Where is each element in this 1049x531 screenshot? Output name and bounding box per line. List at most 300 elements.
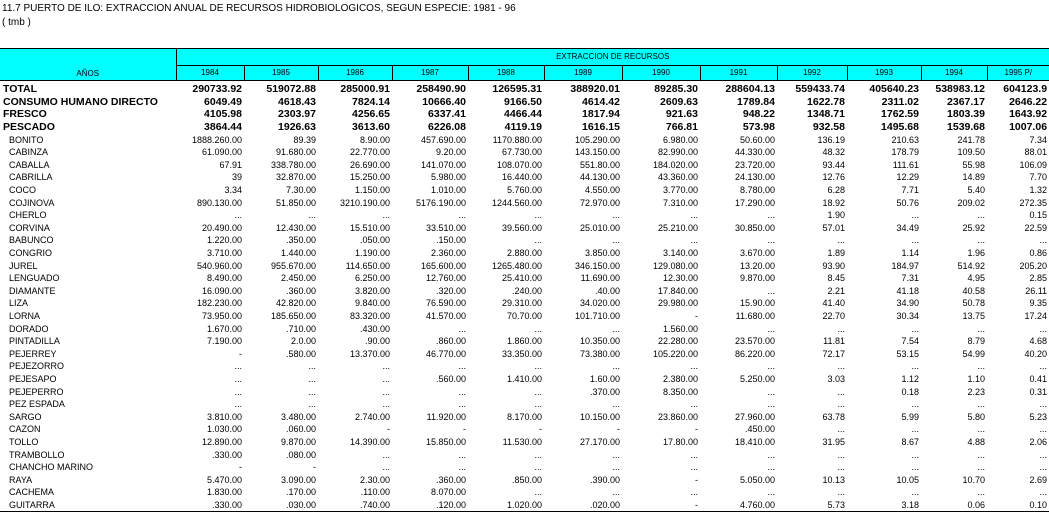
- table-cell: 7.54: [901, 336, 919, 347]
- table-cell: 30.34: [896, 310, 919, 321]
- table-cell: ...: [234, 373, 242, 384]
- table-cell: 3864.44: [204, 121, 242, 134]
- table-cell: 15.850.00: [425, 436, 466, 447]
- table-cell: ...: [767, 361, 775, 372]
- table-cell: 604123.9: [1003, 83, 1048, 96]
- table-cell: ...: [690, 210, 698, 221]
- table-cell: ...: [534, 462, 542, 473]
- table-cell: ...: [690, 487, 698, 498]
- table-cell: 89.39: [293, 134, 316, 145]
- table-row: [0, 373, 1049, 386]
- table-cell: 18.410.00: [734, 436, 775, 447]
- table-cell: ...: [458, 386, 466, 397]
- row-label: LENGUADO: [9, 273, 60, 284]
- table-cell: 8.90.00: [359, 134, 390, 145]
- table-cell: 5.760.00: [506, 185, 542, 196]
- table-cell: .360.00: [285, 285, 316, 296]
- table-row: [0, 133, 1049, 146]
- table-cell: 4256.65: [352, 108, 390, 121]
- table-cell: 44.330.00: [734, 147, 775, 158]
- table-cell: 290733.92: [192, 83, 242, 96]
- table-cell: 4.68: [1029, 336, 1048, 347]
- table-row: [0, 499, 1049, 512]
- table-cell: ...: [1039, 235, 1048, 246]
- table-cell: 72.970.00: [579, 197, 620, 208]
- row-label: CONSUMO HUMANO DIRECTO: [3, 95, 158, 108]
- table-cell: 18.92: [822, 197, 845, 208]
- row-label: DIAMANTE: [9, 285, 56, 296]
- table-cell: ...: [837, 424, 845, 435]
- table-cell: 141.070.00: [420, 159, 466, 170]
- table-row: [0, 285, 1049, 298]
- table-cell: ...: [534, 487, 542, 498]
- table-cell: 10.150.00: [579, 411, 620, 422]
- table-cell: 41.18: [896, 285, 919, 296]
- row-label: PINTADILLA: [9, 336, 60, 347]
- table-cell: 7.34: [1029, 134, 1048, 145]
- table-cell: ...: [767, 449, 775, 460]
- table-cell: 15.510.00: [349, 222, 390, 233]
- row-label: DORADO: [9, 323, 49, 334]
- table-cell: 10.350.00: [579, 336, 620, 347]
- table-cell: ...: [308, 399, 316, 410]
- table-cell: 22.59: [1024, 222, 1048, 233]
- table-cell: 1.670.00: [206, 323, 242, 334]
- table-cell: ...: [458, 399, 466, 410]
- table-cell: 2367.17: [947, 95, 985, 108]
- table-cell: 346.150.00: [574, 260, 620, 271]
- row-label: BONITO: [9, 134, 44, 145]
- table-cell: 2.23: [967, 386, 985, 397]
- table-cell: 182.230.00: [196, 298, 242, 309]
- table-cell: 15.250.00: [349, 172, 390, 183]
- year-header: 1984: [176, 65, 244, 80]
- row-label: LIZA: [9, 298, 29, 309]
- table-cell: 241.78: [957, 134, 985, 145]
- table-cell: ...: [382, 210, 390, 221]
- table-cell: 10.70: [962, 474, 985, 485]
- table-row: [0, 322, 1049, 335]
- table-cell: 13.370.00: [349, 348, 390, 359]
- table-cell: ...: [382, 449, 390, 460]
- summary-row: [0, 81, 1049, 96]
- table-cell: 338.780.00: [270, 159, 316, 170]
- table-cell: 1495.68: [881, 121, 919, 134]
- table-cell: 3.34: [224, 185, 242, 196]
- table-cell: ...: [690, 449, 698, 460]
- row-label: PEJESAPO: [9, 373, 57, 384]
- table-cell: ...: [911, 462, 919, 473]
- table-cell: 5.23: [1029, 411, 1048, 422]
- table-cell: ...: [382, 386, 390, 397]
- table-cell: 88.01: [1024, 147, 1048, 158]
- table-cell: 551.80.00: [579, 159, 620, 170]
- table-cell: 11.530.00: [502, 436, 542, 447]
- table-cell: 3.770.00: [662, 185, 698, 196]
- table-cell: 53.15: [896, 348, 919, 359]
- table-cell: ...: [837, 462, 845, 473]
- row-label: PEJEZORRO: [9, 361, 65, 372]
- table-row: [0, 297, 1049, 310]
- table-cell: ...: [837, 361, 845, 372]
- table-cell: 1.150.00: [354, 185, 390, 196]
- table-cell: .740.00: [318, 499, 392, 512]
- table-cell: ...: [690, 361, 698, 372]
- table-cell: 5176.190.00: [415, 197, 466, 208]
- table-cell: 1817.94: [582, 108, 620, 121]
- table-cell: 0.41: [1029, 373, 1048, 384]
- table-cell: 12.76: [822, 172, 845, 183]
- table-cell: 27.170.00: [579, 436, 620, 447]
- extraction-table: [0, 48, 1049, 512]
- table-row: [0, 222, 1049, 235]
- table-cell: 25.410.00: [501, 273, 542, 284]
- table-cell: 3613.60: [352, 121, 390, 134]
- table-cell: 11.680.00: [735, 310, 775, 321]
- table-cell: 46.770.00: [425, 348, 466, 359]
- table-cell: 63.78: [822, 411, 845, 422]
- table-cell: 0.31: [1029, 386, 1048, 397]
- table-cell: .240.00: [511, 285, 542, 296]
- table-cell: 1.020.00: [468, 499, 544, 512]
- table-cell: 0.15: [1029, 210, 1048, 221]
- table-cell: 3.820.00: [354, 285, 390, 296]
- table-cell: ...: [382, 462, 390, 473]
- table-cell: 50.78: [962, 298, 985, 309]
- table-cell: 34.020.00: [579, 298, 620, 309]
- table-cell: -: [695, 474, 698, 485]
- table-cell: -: [622, 499, 700, 512]
- table-cell: 1789.84: [737, 95, 775, 108]
- table-cell: 93.90: [822, 260, 845, 271]
- table-cell: 766.81: [665, 121, 698, 134]
- table-cell: 1.96: [967, 248, 985, 259]
- table-cell: 39.560.00: [501, 222, 542, 233]
- table-cell: .40.00: [594, 285, 620, 296]
- table-cell: -: [695, 424, 698, 435]
- year-header: 1990: [622, 65, 700, 80]
- table-cell: 25.210.00: [657, 222, 698, 233]
- row-label: CHERLO: [9, 210, 47, 221]
- table-cell: 1762.59: [881, 108, 919, 121]
- table-row: [0, 247, 1049, 260]
- table-cell: 3.670.00: [739, 248, 775, 259]
- table-cell: 955.670.00: [270, 260, 316, 271]
- year-header: 1991: [700, 65, 777, 80]
- table-cell: 22.70: [822, 310, 845, 321]
- table-cell: 205.20: [1019, 260, 1048, 271]
- table-cell: 165.600.00: [420, 260, 466, 271]
- table-cell: 388920.01: [570, 83, 620, 96]
- year-header: 1992: [777, 65, 847, 80]
- table-cell: 8.070.00: [430, 487, 466, 498]
- table-cell: ...: [458, 210, 466, 221]
- table-cell: 1.830.00: [206, 487, 242, 498]
- table-cell: 1007.06: [1009, 121, 1048, 134]
- table-cell: 23.570.00: [734, 336, 775, 347]
- table-cell: 54.99: [962, 348, 985, 359]
- table-cell: 129.080.00: [652, 260, 698, 271]
- table-cell: 10.13: [822, 474, 845, 485]
- table-cell: 43.360.00: [657, 172, 698, 183]
- table-cell: 40.20: [1024, 348, 1048, 359]
- table-row: [0, 272, 1049, 285]
- table-cell: .360.00: [435, 474, 466, 485]
- table-cell: ...: [767, 235, 775, 246]
- table-cell: 109.50: [957, 147, 985, 158]
- table-cell: ...: [458, 462, 466, 473]
- year-header: 1988: [468, 65, 544, 80]
- table-cell: -: [239, 348, 242, 359]
- year-header: 1993: [847, 65, 921, 80]
- row-label: CORVINA: [9, 222, 50, 233]
- table-cell: ...: [767, 323, 775, 334]
- row-label: GUITARRA: [0, 499, 176, 512]
- table-cell: ...: [308, 361, 316, 372]
- table-cell: 32.870.00: [275, 172, 316, 183]
- row-label: PESCADO: [3, 121, 55, 134]
- table-cell: 67.91: [219, 159, 242, 170]
- summary-row: [0, 121, 1049, 134]
- table-cell: 7.310.00: [662, 197, 698, 208]
- table-cell: 57.01: [822, 222, 845, 233]
- table-cell: ...: [911, 210, 919, 221]
- table-cell: ...: [977, 449, 985, 460]
- year-header: 1989: [544, 65, 622, 80]
- table-cell: 89285.30: [654, 83, 698, 96]
- table-cell: ...: [534, 235, 542, 246]
- row-label: FRESCO: [3, 108, 47, 121]
- table-cell: 0.06: [921, 499, 987, 512]
- table-cell: 2.30.00: [359, 474, 390, 485]
- table-cell: ...: [534, 210, 542, 221]
- table-cell: 8.780.00: [739, 185, 775, 196]
- table-cell: 1244.560.00: [491, 197, 542, 208]
- table-cell: 48.32: [822, 147, 845, 158]
- table-cell: ...: [911, 449, 919, 460]
- table-cell: 26.11: [1025, 285, 1048, 296]
- table-cell: ...: [612, 449, 620, 460]
- table-cell: 73.950.00: [201, 310, 242, 321]
- row-label: TOTAL: [3, 83, 38, 96]
- row-label: COJINOVA: [9, 197, 55, 208]
- table-cell: 1.440.00: [280, 248, 316, 259]
- table-cell: ...: [234, 210, 242, 221]
- table-cell: ...: [382, 373, 390, 384]
- table-cell: 948.22: [742, 108, 775, 121]
- table-cell: 9.870.00: [739, 273, 775, 284]
- table-cell: 44.130.00: [579, 172, 620, 183]
- table-cell: 6.250.00: [354, 273, 390, 284]
- table-row: [0, 385, 1049, 398]
- table-cell: 1.89: [827, 248, 845, 259]
- table-cell: 519072.88: [266, 83, 316, 96]
- table-cell: ...: [234, 361, 242, 372]
- table-cell: 67.730.00: [501, 147, 542, 158]
- table-cell: 405640.23: [869, 83, 919, 96]
- table-cell: ...: [1039, 449, 1048, 460]
- table-row: [0, 310, 1049, 323]
- table-cell: ...: [977, 462, 985, 473]
- table-cell: ...: [1039, 424, 1048, 435]
- table-cell: 7.71: [901, 185, 919, 196]
- table-cell: .350.00: [285, 235, 316, 246]
- table-cell: 5.40: [967, 185, 985, 196]
- table-cell: 55.98: [962, 159, 985, 170]
- table-cell: 1539.68: [947, 121, 985, 134]
- table-cell: 1.010.00: [430, 185, 466, 196]
- table-cell: .580.00: [285, 348, 316, 359]
- table-cell: .390.00: [589, 474, 620, 485]
- table-cell: ...: [612, 487, 620, 498]
- table-cell: ...: [1039, 323, 1048, 334]
- table-cell: 8.67: [901, 436, 919, 447]
- table-cell: 34.90: [896, 298, 919, 309]
- table-cell: 111.61: [892, 159, 919, 170]
- table-cell: 12.29: [896, 172, 919, 183]
- table-cell: ...: [612, 361, 620, 372]
- table-cell: ...: [612, 462, 620, 473]
- table-row: [0, 196, 1049, 209]
- table-cell: 3.140.00: [662, 248, 698, 259]
- table-cell: 15.90.00: [739, 298, 775, 309]
- table-cell: 25.92: [962, 222, 985, 233]
- table-row: [0, 473, 1049, 486]
- row-label: CABRILLA: [9, 172, 53, 183]
- unit-label: ( tmb ): [2, 17, 31, 28]
- table-cell: 108.070.00: [496, 159, 542, 170]
- table-cell: .150.00: [435, 235, 466, 246]
- table-cell: 514.92: [957, 260, 985, 271]
- table-cell: ...: [767, 399, 775, 410]
- table-cell: ...: [837, 323, 845, 334]
- table-cell: 23.860.00: [657, 411, 698, 422]
- table-cell: 7.30.00: [285, 185, 316, 196]
- table-cell: 51.850.00: [275, 197, 316, 208]
- table-cell: 39: [231, 172, 242, 183]
- table-cell: 7.190.00: [206, 336, 242, 347]
- row-label: COCO: [9, 185, 36, 196]
- table-cell: ...: [534, 386, 542, 397]
- table-cell: 34.49: [896, 222, 919, 233]
- table-cell: 9.35: [1029, 298, 1048, 309]
- table-cell: ...: [911, 424, 919, 435]
- header-extraccion: EXTRACCION DE RECURSOS: [176, 49, 1049, 66]
- table-cell: .560.00: [435, 373, 466, 384]
- table-cell: 6337.41: [428, 108, 466, 121]
- table-cell: 29.980.00: [657, 298, 698, 309]
- row-label: PEJERREY: [9, 348, 57, 359]
- row-label: CHANCHO MARINO: [9, 462, 94, 473]
- table-cell: 105.290.00: [574, 134, 620, 145]
- table-cell: 16.090.00: [201, 285, 242, 296]
- table-cell: ...: [911, 399, 919, 410]
- table-cell: 2311.02: [881, 95, 919, 108]
- table-row: [0, 159, 1049, 172]
- summary-row: [0, 108, 1049, 121]
- table-cell: 2.85: [1029, 273, 1048, 284]
- table-cell: 1.90: [827, 210, 845, 221]
- table-cell: ...: [977, 424, 985, 435]
- table-cell: -: [695, 310, 698, 321]
- table-cell: ...: [690, 399, 698, 410]
- table-cell: 1.14: [901, 248, 919, 259]
- table-cell: 12.890.00: [201, 436, 242, 447]
- table-cell: ...: [534, 449, 542, 460]
- table-row: [0, 234, 1049, 247]
- row-label: TOLLO: [9, 436, 39, 447]
- table-cell: 22.280.00: [657, 336, 698, 347]
- table-cell: ...: [612, 399, 620, 410]
- table-cell: ...: [977, 235, 985, 246]
- table-cell: 9.870.00: [280, 436, 316, 447]
- table-cell: 0.86: [1029, 248, 1048, 259]
- table-cell: ...: [977, 323, 985, 334]
- table-cell: ...: [767, 487, 775, 498]
- table-cell: 33.510.00: [425, 222, 466, 233]
- table-cell: 7.70: [1029, 172, 1048, 183]
- table-cell: 25.010.00: [579, 222, 620, 233]
- table-cell: ...: [911, 235, 919, 246]
- table-cell: 11.690.00: [580, 273, 620, 284]
- table-cell: 1.860.00: [506, 336, 542, 347]
- table-cell: 185.650.00: [270, 310, 316, 321]
- table-cell: 1.60.00: [589, 373, 620, 384]
- table-cell: ...: [458, 361, 466, 372]
- table-cell: 1643.92: [1009, 108, 1048, 121]
- table-cell: -: [313, 462, 316, 473]
- table-cell: .430.00: [359, 323, 390, 334]
- table-cell: 5.99: [901, 411, 919, 422]
- table-cell: ...: [977, 361, 985, 372]
- table-cell: 17.290.00: [734, 197, 775, 208]
- table-cell: .110.00: [360, 487, 390, 498]
- table-cell: ...: [234, 399, 242, 410]
- table-cell: ...: [234, 386, 242, 397]
- row-label: LORNA: [9, 310, 41, 321]
- table-cell: ...: [690, 462, 698, 473]
- table-cell: 7.31: [901, 273, 919, 284]
- table-cell: ...: [612, 323, 620, 334]
- table-cell: ...: [612, 210, 620, 221]
- table-cell: 2646.22: [1009, 95, 1048, 108]
- table-cell: 126595.31: [492, 83, 542, 96]
- table-cell: .90.00: [364, 336, 390, 347]
- table-cell: 2.06: [1029, 436, 1048, 447]
- table-cell: 6.980.00: [662, 134, 698, 145]
- table-cell: 42.820.00: [275, 298, 316, 309]
- table-cell: ...: [534, 361, 542, 372]
- table-cell: .860.00: [435, 336, 466, 347]
- table-cell: 3.480.00: [280, 411, 316, 422]
- table-cell: ...: [1039, 361, 1048, 372]
- row-label: CABALLA: [9, 159, 50, 170]
- table-cell: 136.19: [817, 134, 845, 145]
- table-cell: ...: [534, 323, 542, 334]
- table-cell: 12.430.00: [275, 222, 316, 233]
- row-label: PEZ ESPADA: [9, 399, 65, 410]
- table-cell: 23.720.00: [734, 159, 775, 170]
- table-cell: ...: [767, 210, 775, 221]
- table-cell: 83.320.00: [349, 310, 390, 321]
- table-cell: 4119.19: [504, 121, 542, 134]
- table-cell: 4.88: [967, 436, 985, 447]
- table-cell: 540.960.00: [196, 260, 242, 271]
- table-cell: -: [387, 424, 390, 435]
- table-cell: .330.00: [211, 449, 242, 460]
- table-cell: ...: [837, 399, 845, 410]
- table-cell: ...: [837, 386, 845, 397]
